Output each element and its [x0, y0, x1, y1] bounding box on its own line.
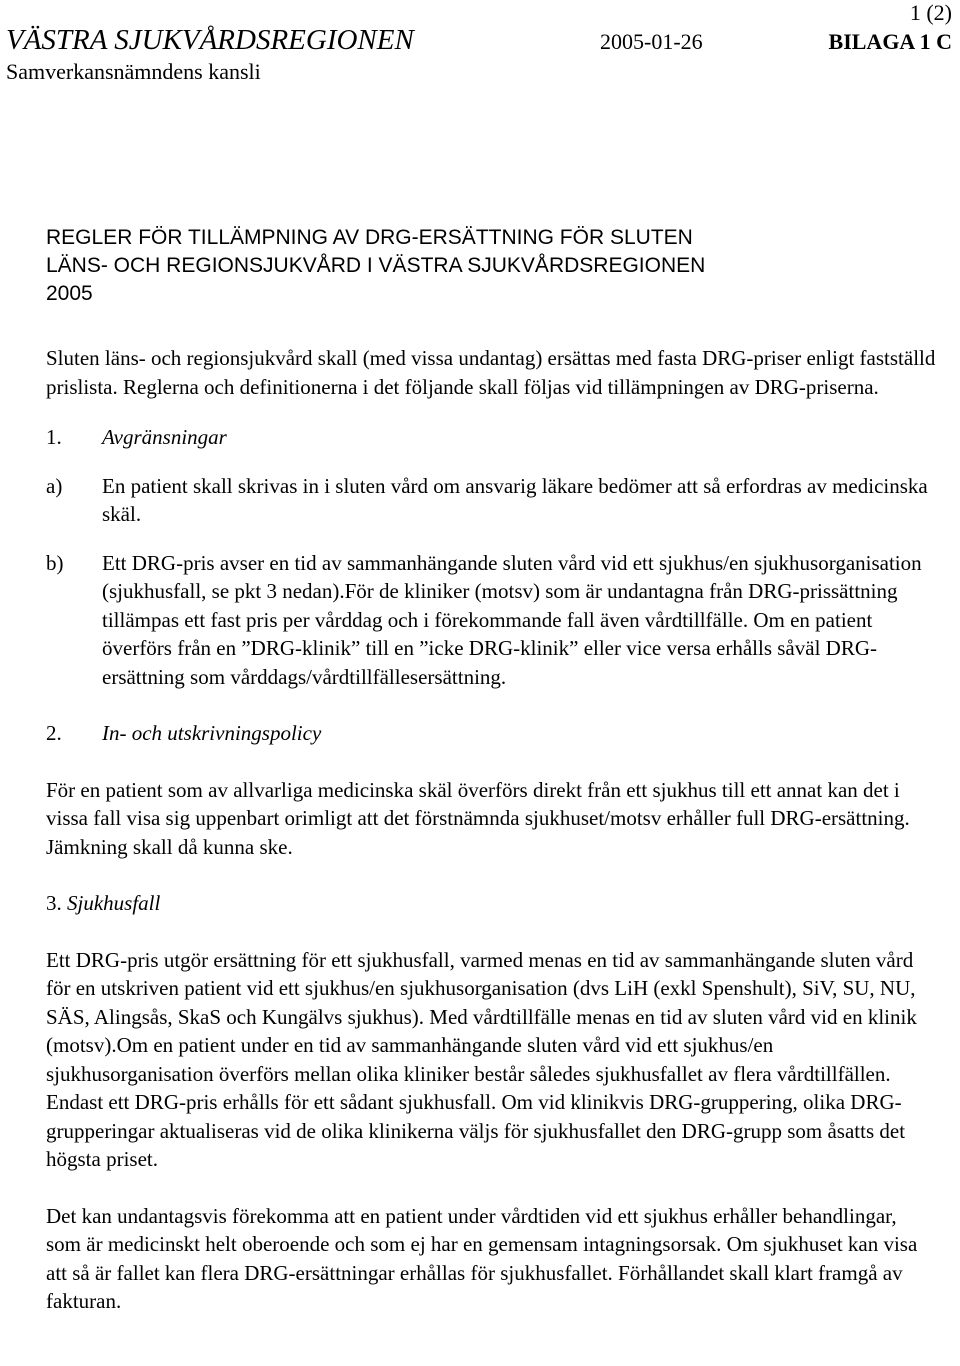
office-name: Samverkansnämndens kansli: [6, 59, 261, 84]
document-body: [46, 224, 936, 1316]
section-title: Avgränsningar: [102, 425, 227, 449]
section-heading: [46, 889, 936, 918]
section-heading: [46, 423, 936, 452]
appendix-label: BILAGA 1 C: [828, 29, 952, 54]
section-number: 1.: [46, 425, 62, 449]
section-paragraph: Ett DRG-pris utgör ersättning för ett sjukhusfall, varmed menas en tid av sammanhängande sluten vård för en utskriven patient vid ett sjukhus/en sjukhusorganisation (dvs LiH (exkl Spenshult), SiV, SU, NU, SÄS, Alingsås, SkaS och Kungälvs sjukhus). Med vårdtillfälle menas en tid av sluten vård vid en klinik (motsv).Om en patient under en tid av sammanhängande sluten vård vid ett sjukhus/en sjukhusorganisation överförs mellan olika kliniker består således sjukhusfallet av flera vårdtillfällen. Endast ett DRG-pris erhålls för ett sådant sjukhusfall. Om vid klinikvis DRG-gruppering, olika DRG-grupperingar aktualiseras vid de olika klinikerna väljs för sjukhusfallet den DRG-grupp som åsatts det högsta priset.: [46, 947, 917, 1171]
section-paragraph: För en patient som av allvarliga medicinska skäl överförs direkt från ett sjukhus till ett annat kan det i vissa fall visa sig uppenbart orimligt att det förstnämnda sjukhuset/motsv erhåller full DRG-ersättning. Jämkning skall då kunna ske.: [46, 777, 910, 859]
organization-name: VÄSTRA SJUKVÅRDSREGIONEN: [6, 24, 414, 56]
title-line: REGLER FÖR TILLÄMPNING AV DRG-ERSÄTTNING FÖR SLUTEN: [46, 226, 693, 249]
section-title: Sjukhusfall: [67, 891, 161, 915]
list-item: [46, 549, 936, 692]
section-paragraph: Det kan undantagsvis förekomma att en patient under vårdtiden vid ett sjukhus erhåller behandlingar, som är medicinskt helt oberoende och som ej har en gemensam intagningsorsak. Om sjukhuset kan visa att så är fallet kan flera DRG-ersättningar erhållas för sjukhusfallet. Förhållandet skall klart framgå av fakturan.: [46, 1203, 918, 1313]
list-item-label: a): [46, 473, 63, 498]
document-title: [46, 224, 936, 308]
list-item-label: b): [46, 550, 64, 575]
title-line: 2005: [46, 282, 93, 305]
list-item-text: Ett DRG-pris avser en tid av sammanhängande sluten vård vid ett sjukhus/en sjukhusorganisation (sjukhusfall, se pkt 3 nedan).För de kliniker (motsv) som är undantagna från DRG-prissättning tillämpas ett fast pris per vårddag och i förekommande fall även vårdtillfälle. Om en patient överförs från en ”DRG-klinik” till en ”icke DRG-klinik” eller vice versa erhålls såväl DRG-ersättning som vårddags/vårdtillfällesersättning.: [102, 550, 922, 689]
page-number: 1 (2): [909, 0, 952, 25]
section-heading: [46, 719, 936, 748]
list-item: [46, 472, 936, 529]
intro-paragraph: Sluten läns- och regionsjukvård skall (med vissa undantag) ersättas med fasta DRG-priser enligt fastställd prislista. Reglerna och definitionerna i det följande skall följas vid tillämpningen av DRG-priserna.: [46, 346, 936, 399]
section-number: 2.: [46, 721, 62, 745]
document-date: 2005-01-26: [600, 29, 703, 54]
title-line: LÄNS- OCH REGIONSJUKVÅRD I VÄSTRA SJUKVÅRDSREGIONEN: [46, 254, 706, 277]
section-title: In- och utskrivningspolicy: [102, 721, 322, 745]
section-number: 3.: [46, 891, 67, 915]
list-item-text: En patient skall skrivas in i sluten vård om ansvarig läkare bedömer att så erfordras av medicinska skäl.: [102, 473, 928, 526]
